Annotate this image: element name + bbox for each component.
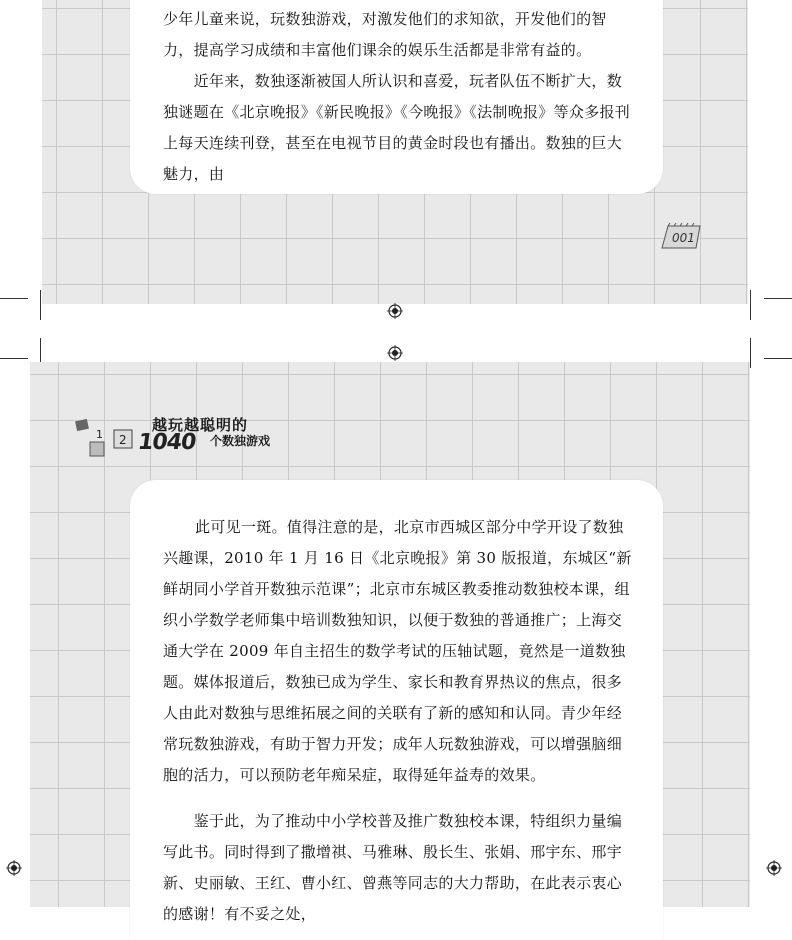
registration-mark-icon <box>6 860 22 876</box>
book-title-header <box>70 408 310 468</box>
svg-text:2: 2 <box>119 433 127 447</box>
bottom-paragraph-1: 此可见一斑。值得注意的是，北京市西城区部分中学开设了数独兴趣课，2010 年 1 月 16 日《北京晚报》第 30 版报道，东城区“新鲜胡同小学首开数独示范课”；北京市东城区教委推动数独校本课，组织小学数学老师集中培训数独知识，以便于数独的普通推广；上海交通大学在 2009 年自主招生的数学考试的压轴试题，竟然是一道数独题。媒体报道后，数独已成为学生、家长和教育界热议的焦点，很多人由此对数独与思维拓展之间的关联有了新的感知和认同。青少年经常玩数独游戏，有助于智力开发；成年人玩数独游戏，可以增强脑细胞的活力，可以预防老年痴呆症，取得延年益寿的效果。 <box>163 518 632 784</box>
page-number: 001 <box>672 231 695 245</box>
crop-mark-right-vertical-bottom <box>750 338 751 368</box>
registration-mark-icon <box>766 860 782 876</box>
crop-mark-left-bottom <box>0 358 28 359</box>
crop-mark-right-top <box>764 298 792 299</box>
sudoku-cubes-logo-icon <box>70 412 140 462</box>
registration-mark-icon <box>387 303 403 319</box>
crop-mark-left-vertical-top <box>40 290 41 320</box>
crop-mark-right-bottom <box>764 358 792 359</box>
crop-mark-left-top <box>0 298 28 299</box>
svg-text:1: 1 <box>96 428 103 441</box>
book-title-line-2: 个数独游戏 <box>210 434 271 448</box>
crop-mark-right-vertical-top <box>750 290 751 320</box>
book-title-number: 1040 <box>136 430 197 455</box>
top-paragraph-1: 少年儿童来说，玩数独游戏，对激发他们的求知欲，开发他们的智力，提高学习成绩和丰富他们课余的娱乐生活都是非常有益的。 <box>163 10 607 59</box>
registration-mark-icon <box>387 345 403 361</box>
page-number-badge <box>660 222 704 250</box>
bottom-paragraph-2: 鉴于此，为了推动中小学校普及推广数独校本课，特组织力量编写此书。同时得到了撒增祺、马雅琳、殷长生、张娟、邢宇东、邢宇新、史丽敏、王红、曹小红、曾燕等同志的大力帮助，在此表示衷心的感谢！有不妥之处， <box>163 812 623 923</box>
top-paragraph-2: 近年来，数独逐渐被国人所认识和喜爱，玩者队伍不断扩大，数独谜题在《北京晚报》《新民晚报》《今晚报》《法制晚报》等众多报刊上每天连续刊登，甚至在电视节目的黄金时段也有播出。数独的巨大魅力，由 <box>163 72 631 183</box>
book-title-line-1: 越玩越聪明的 <box>152 416 249 434</box>
